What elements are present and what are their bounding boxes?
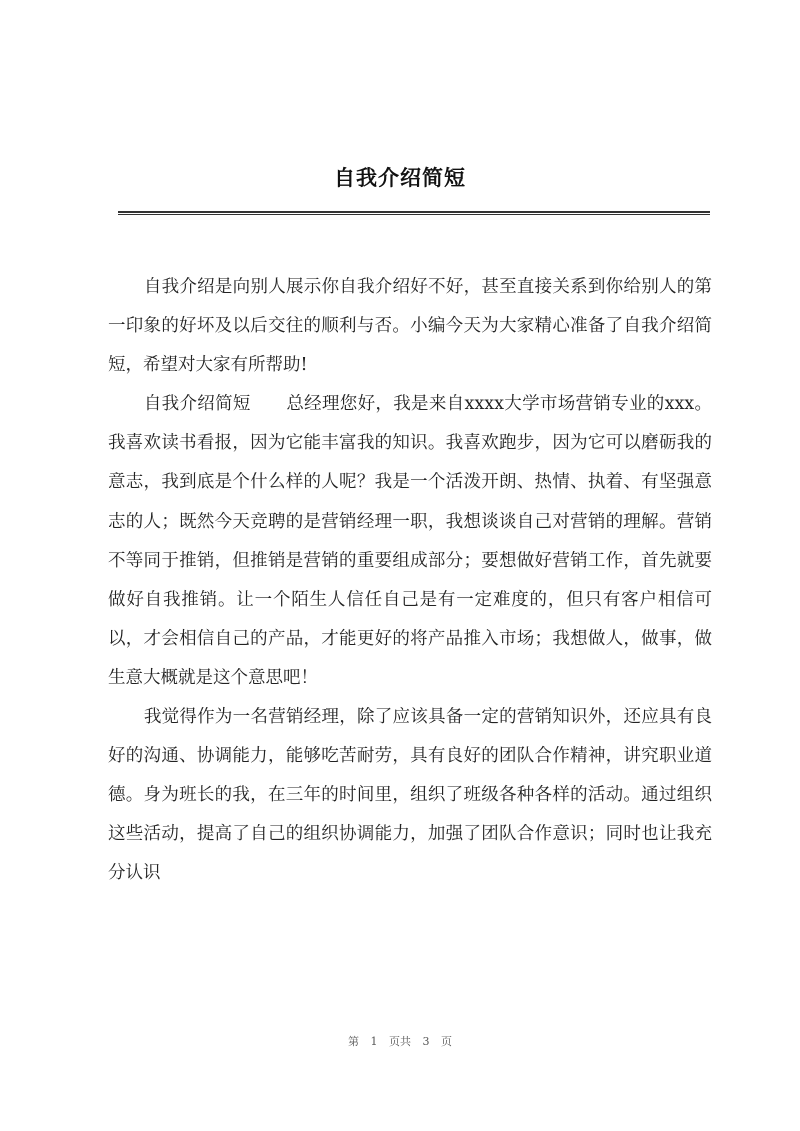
document-title: 自我介绍简短 — [334, 166, 466, 190]
page-footer: 第 1 页共 3 页 — [348, 1035, 452, 1048]
title-divider — [118, 211, 710, 215]
paragraph-marketing-manager: 我觉得作为一名营销经理，除了应该具备一定的营销知识外，还应具有良好的沟通、协调能力，能够吃苦耐劳，具有良好的团队合作精神，讲究职业道德。身为班长的我，在三年的时间里，组织了班级各种各样的活动。通过组织这些活动，提高了自己的组织协调能力，加强了团队合作意识；同时也让我充分认识 — [108, 707, 712, 884]
document-body — [108, 268, 712, 894]
paragraph-self-introduction: 自我介绍简短 总经理您好，我是来自xxxx大学市场营销专业的xxx。我喜欢读书看报，因为它能丰富我的知识。我喜欢跑步，因为它可以磨砺我的意志，我到底是个什么样的人呢？我是一个活泼开朗、热情、执着、有坚强意志的人；既然今天竞聘的是营销经理一职，我想谈谈自己对营销的理解。营销不等同于推销，但推销是营销的重要组成部分；要想做好营销工作，首先就要做好自我推销。让一个陌生人信任自己是有一定难度的，但只有客户相信可以，才会相信自己的产品，才能更好的将产品推入市场；我想做人，做事，做生意大概就是这个意思吧！ — [108, 394, 712, 688]
paragraph-intro: 自我介绍是向别人展示你自我介绍好不好，甚至直接关系到你给别人的第一印象的好坏及以后交往的顺利与否。小编今天为大家精心准备了自我介绍简短，希望对大家有所帮助! — [108, 277, 712, 376]
